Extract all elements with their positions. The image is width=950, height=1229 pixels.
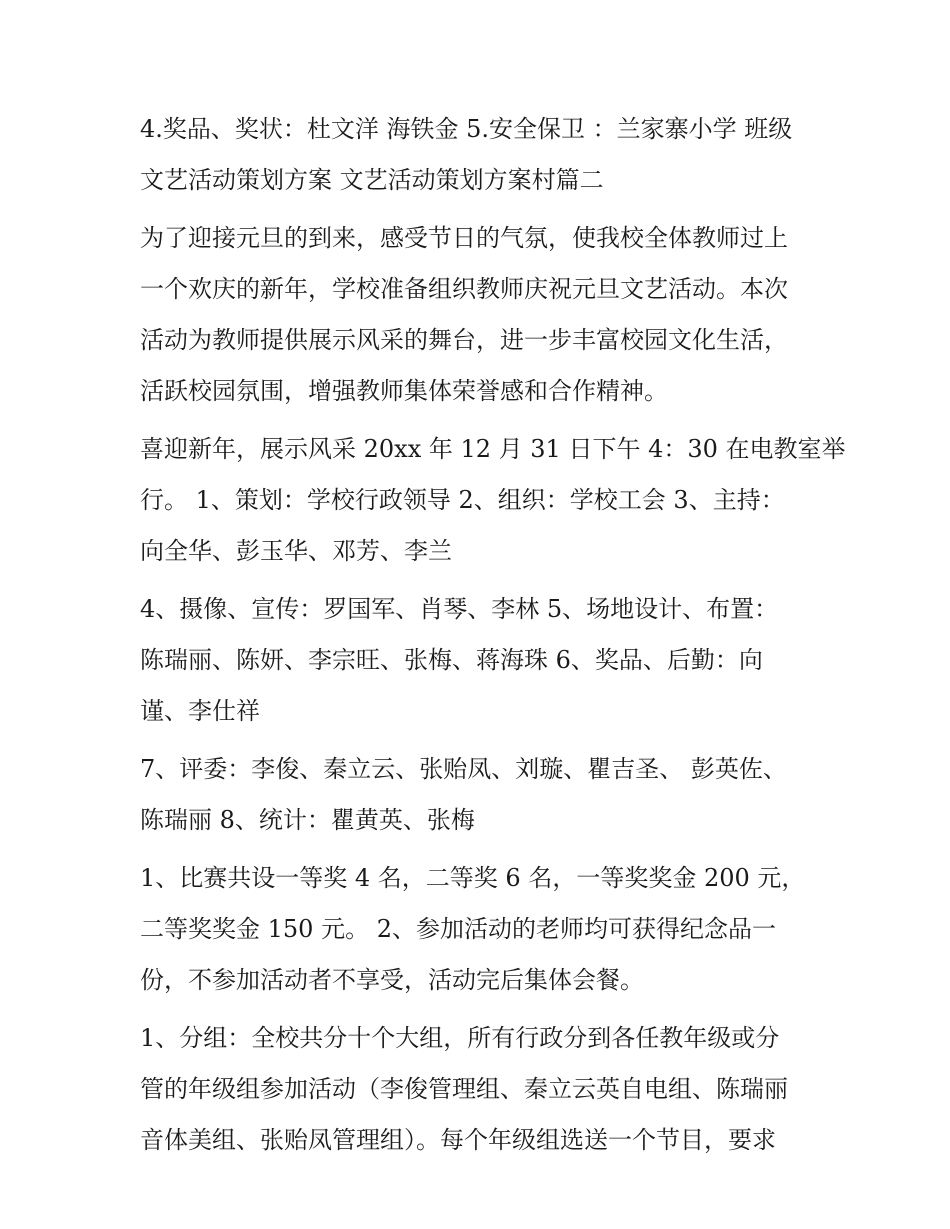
text-line: 陈瑞丽 8、统计：瞿黄英、张梅 xyxy=(140,806,475,834)
text-line: 陈瑞丽、陈妍、李宗旺、张梅、蒋海珠 6、奖品、后勤：向 xyxy=(140,646,763,674)
text-line: 二等奖奖金 150 元。 2、参加活动的老师均可获得纪念品一 xyxy=(140,915,776,943)
paragraph-media-venue-logistics xyxy=(140,584,820,737)
text-line: 7、评委：李俊、秦立云、张贻凤、刘璇、瞿吉圣、 彭英佐、 xyxy=(140,755,787,783)
text-line: 文艺活动策划方案 文艺活动策划方案村篇二 xyxy=(140,166,604,194)
text-line: 行。 1、策划：学校行政领导 2、组织：学校工会 3、主持： xyxy=(140,486,785,514)
text-line: 一个欢庆的新年，学校准备组织教师庆祝元旦文艺活动。本次 xyxy=(140,275,788,303)
text-line: 4.奖品、奖状：杜文洋 海铁金 5.安全保卫 ：兰家寨小学 班级 xyxy=(140,115,793,143)
text-line: 活跃校园氛围，增强教师集体荣誉感和合作精神。 xyxy=(140,377,668,405)
text-line: 管的年级组参加活动（李俊管理组、秦立云英自电组、陈瑞丽 xyxy=(140,1075,788,1103)
paragraph-purpose xyxy=(140,213,820,417)
text-line: 为了迎接元旦的到来，感受节日的气氛，使我校全体教师过上 xyxy=(140,224,788,252)
paragraph-prizes xyxy=(140,853,820,1006)
text-line: 喜迎新年，展示风采 20xx 年 12 月 31 日下午 4：30 在电教室举 xyxy=(140,435,846,463)
text-line: 份，不参加活动者不享受，活动完后集体会餐。 xyxy=(140,966,644,994)
text-line: 4、摄像、宣传：罗国军、肖琴、李林 5、场地设计、布置： xyxy=(140,595,779,623)
paragraph-judges-statistics xyxy=(140,744,820,846)
text-line: 谨、李仕祥 xyxy=(140,697,260,725)
text-line: 音体美组、张贻凤管理组）。每个年级组选送一个节目，要求 xyxy=(140,1126,776,1154)
paragraph-awards-security xyxy=(140,104,820,206)
paragraph-theme-time-organizers xyxy=(140,424,846,577)
document-page xyxy=(140,104,846,1173)
text-line: 活动为教师提供展示风采的舞台，进一步丰富校园文化生活， xyxy=(140,326,788,354)
text-line: 向全华、彭玉华、邓芳、李兰 xyxy=(140,537,452,565)
text-line: 1、比赛共设一等奖 4 名，二等奖 6 名，一等奖奖金 200 元， xyxy=(140,864,806,892)
text-line: 1、分组：全校共分十个大组，所有行政分到各任教年级或分 xyxy=(140,1024,780,1052)
paragraph-grouping xyxy=(140,1013,820,1166)
